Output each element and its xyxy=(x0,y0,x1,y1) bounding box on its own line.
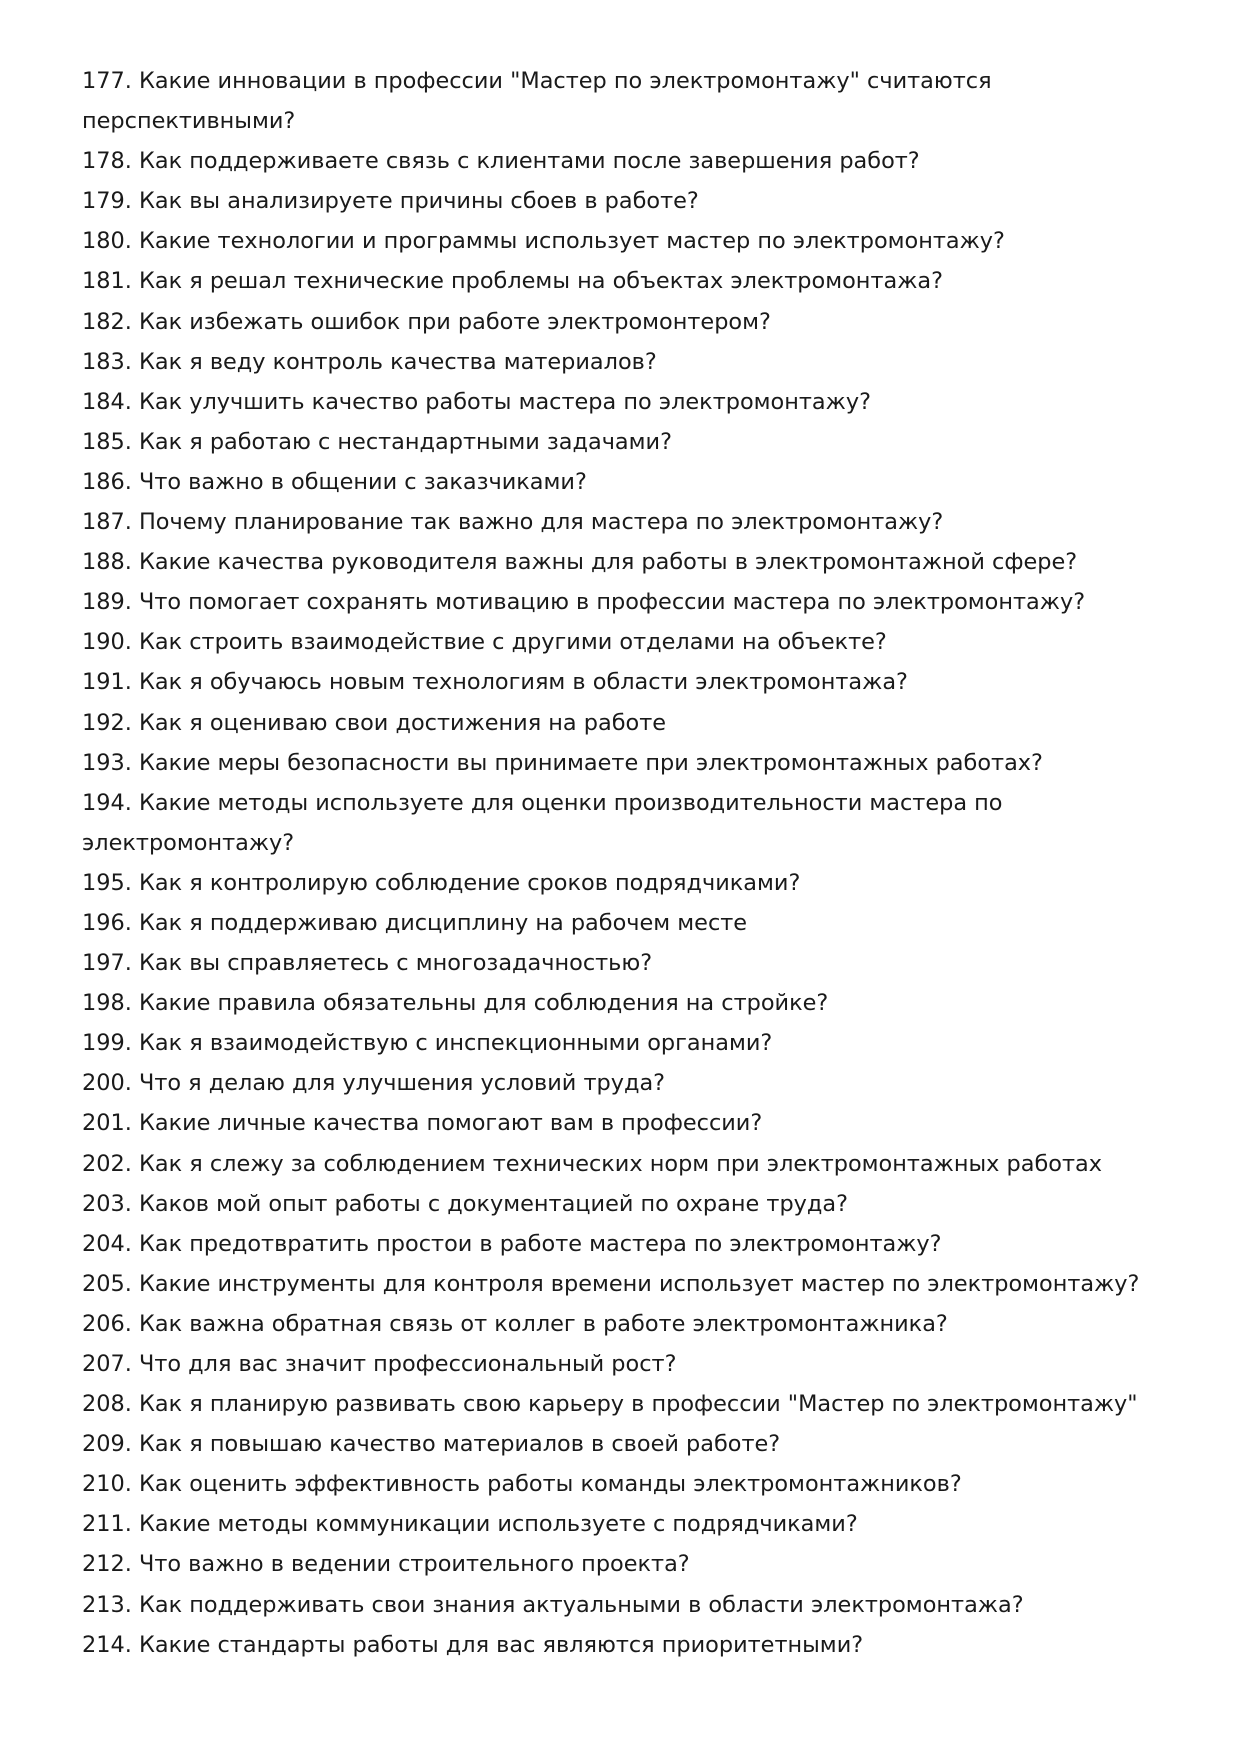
question-190: 190. Как строить взаимодействие с другими отделами на объекте? xyxy=(82,629,887,656)
question-187: 187. Почему планирование так важно для мастера по электромонтажу? xyxy=(82,509,944,536)
question-list xyxy=(82,61,1172,1665)
question-204: 204. Как предотвратить простои в работе мастера по электромонтажу? xyxy=(82,1230,942,1257)
question-183: 183. Как я веду контроль качества материалов? xyxy=(82,348,657,375)
question-200: 200. Что я делаю для улучшения условий труда? xyxy=(82,1070,666,1097)
question-208: 208. Как я планирую развивать свою карьеру в профессии "Мастер по электромонтажу" xyxy=(82,1391,1138,1418)
question-182: 182. Как избежать ошибок при работе электромонтером? xyxy=(82,308,771,335)
question-206: 206. Как важна обратная связь от коллег в работе электромонтажника? xyxy=(82,1310,948,1337)
question-195: 195. Как я контролирую соблюдение сроков подрядчиками? xyxy=(82,869,801,896)
question-211: 211. Какие методы коммуникации используете с подрядчиками? xyxy=(82,1511,858,1538)
question-196: 196. Как я поддерживаю дисциплину на рабочем месте xyxy=(82,909,748,936)
question-199: 199. Как я взаимодействую с инспекционными органами? xyxy=(82,1030,773,1057)
question-186: 186. Что важно в общении с заказчиками? xyxy=(82,468,587,495)
question-193: 193. Какие меры безопасности вы принимаете при электромонтажных работах? xyxy=(82,749,1043,776)
question-201: 201. Какие личные качества помогают вам в профессии? xyxy=(82,1110,763,1137)
question-177: 177. Какие инновации в профессии "Мастер по электромонтажу" считаются перспективными? xyxy=(82,68,992,135)
question-188: 188. Какие качества руководителя важны для работы в электромонтажной сфере? xyxy=(82,549,1078,576)
question-184: 184. Как улучшить качество работы мастера по электромонтажу? xyxy=(82,388,871,415)
question-212: 212. Что важно в ведении строительного проекта? xyxy=(82,1551,690,1578)
question-181: 181. Как я решал технические проблемы на объектах электромонтажа? xyxy=(82,268,943,295)
question-207: 207. Что для вас значит профессиональный рост? xyxy=(82,1351,677,1377)
question-210: 210. Как оценить эффективность работы команды электромонтажников? xyxy=(82,1471,962,1498)
question-197: 197. Как вы справляетесь с многозадачностью? xyxy=(82,950,653,977)
question-178: 178. Как поддерживаете связь с клиентами после завершения работ? xyxy=(82,148,920,175)
question-209: 209. Как я повышаю качество материалов в своей работе? xyxy=(82,1431,781,1458)
question-194: 194. Какие методы используете для оценки производительности мастера по электромонтажу? xyxy=(82,789,1003,856)
question-189: 189. Что помогает сохранять мотивацию в профессии мастера по электромонтажу? xyxy=(82,589,1086,616)
question-203: 203. Каков мой опыт работы с документацией по охране труда? xyxy=(82,1190,848,1217)
question-214: 214. Какие стандарты работы для вас являются приоритетными? xyxy=(82,1631,864,1658)
question-185: 185. Как я работаю с нестандартными задачами? xyxy=(82,428,672,455)
question-179: 179. Как вы анализируете причины сбоев в работе? xyxy=(82,188,699,215)
question-192: 192. Как я оцениваю свои достижения на работе xyxy=(82,709,667,736)
question-202: 202. Как я слежу за соблюдением технических норм при электромонтажных работах xyxy=(82,1150,1102,1177)
question-213: 213. Как поддерживать свои знания актуальными в области электромонтажа? xyxy=(82,1591,1024,1618)
question-198: 198. Какие правила обязательны для соблюдения на стройке? xyxy=(82,990,829,1017)
question-205: 205. Какие инструменты для контроля времени использует мастер по электромонтажу? xyxy=(82,1270,1140,1297)
question-191: 191. Как я обучаюсь новым технологиям в области электромонтажа? xyxy=(82,669,908,696)
question-180: 180. Какие технологии и программы использует мастер по электромонтажу? xyxy=(82,228,1005,255)
